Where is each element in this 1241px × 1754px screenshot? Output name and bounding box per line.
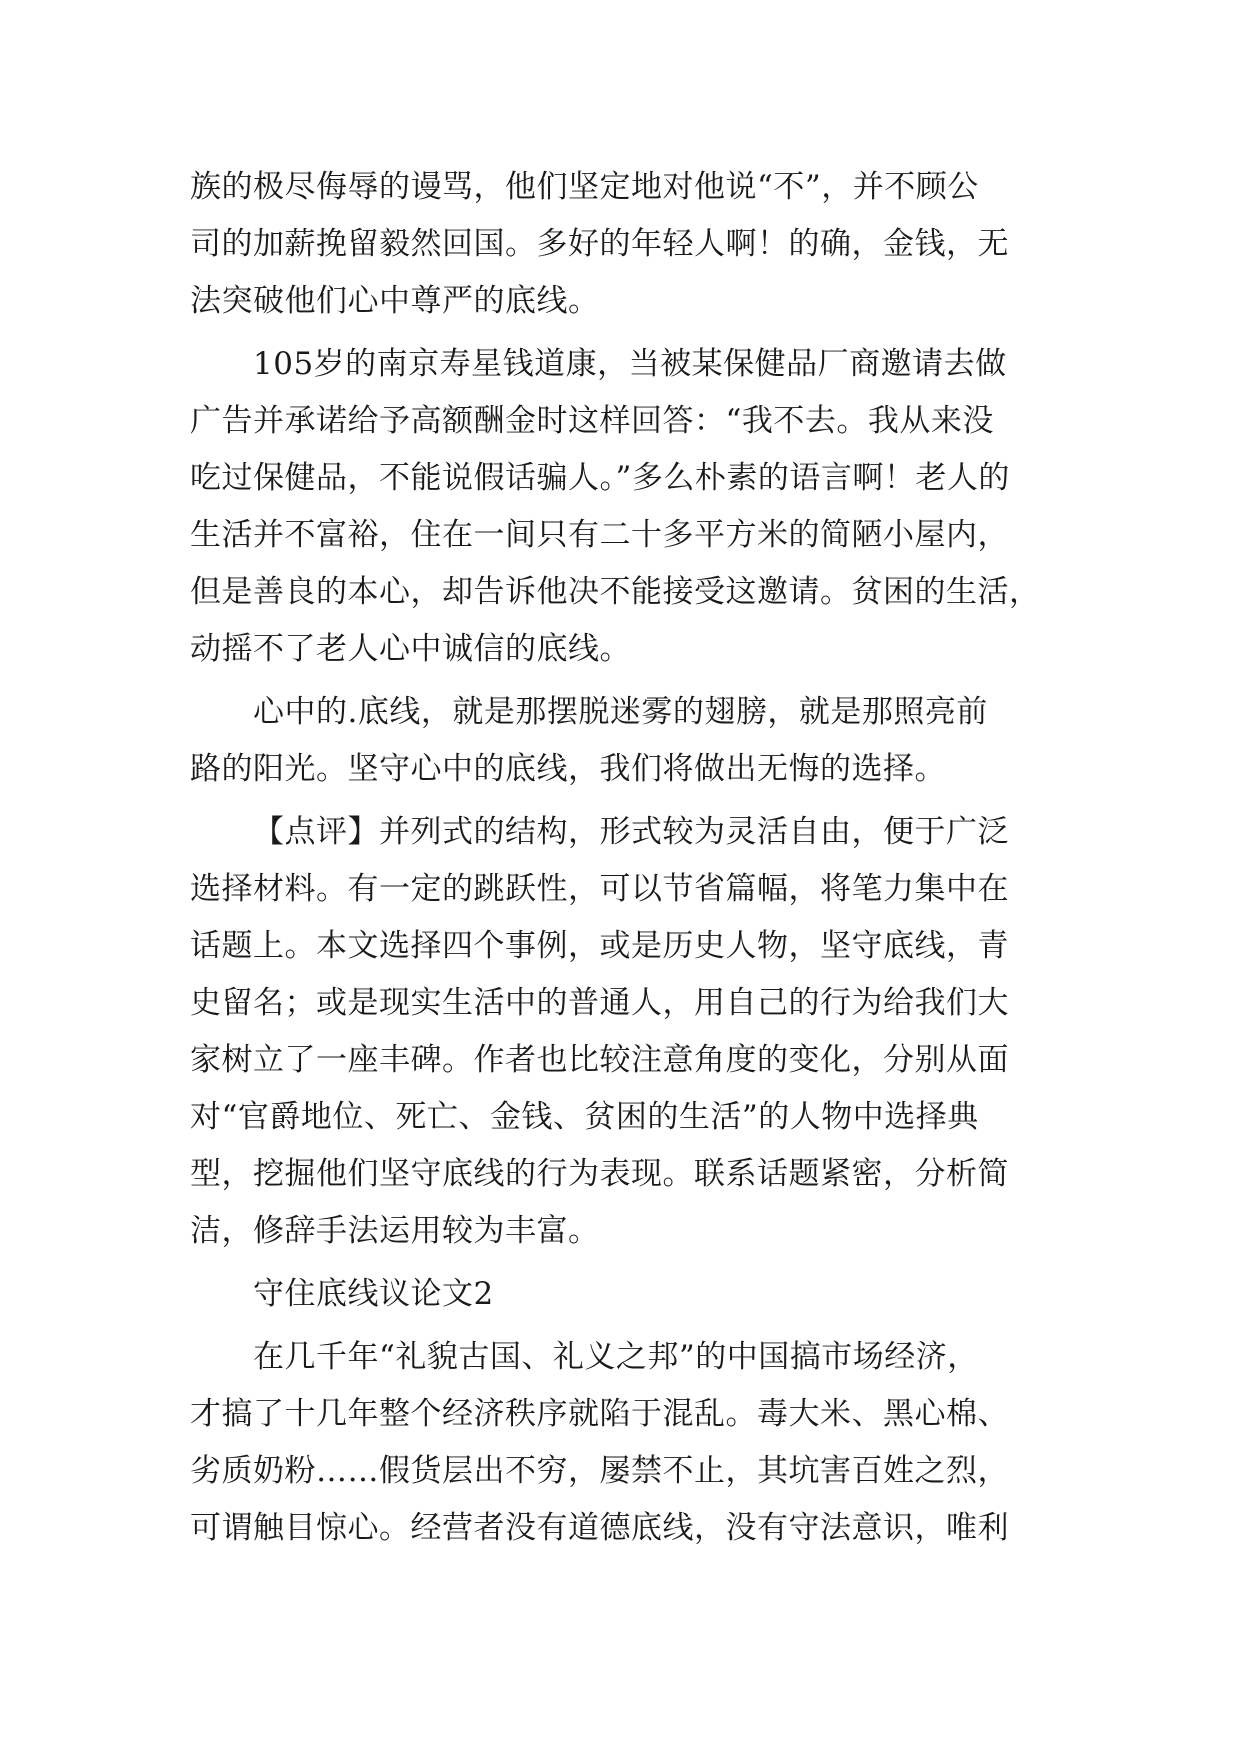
text-line: 选择材料。有一定的跳跃性，可以节省篇幅，将笔力集中在 bbox=[190, 871, 1009, 907]
text-line: 型，挖掘他们坚守底线的行为表现。联系话题紧密，分析简 bbox=[190, 1156, 1009, 1192]
text-line: 105岁的南京寿星钱道康，当被某保健品厂商邀请去做 bbox=[253, 346, 1007, 382]
text-line: 洁，修辞手法运用较为丰富。 bbox=[190, 1213, 600, 1249]
text-line: 司的加薪挽留毅然回国。多好的年轻人啊！的确，金钱，无 bbox=[190, 226, 1009, 262]
section-title: 守住底线议论文2 bbox=[253, 1276, 494, 1312]
text-line: 对“官爵地位、死亡、金钱、贫困的生活”的人物中选择典 bbox=[190, 1099, 979, 1135]
text-line: 可谓触目惊心。经营者没有道德底线，没有守法意识，唯利 bbox=[190, 1510, 1009, 1546]
text-line: 才搞了十几年整个经济秩序就陷于混乱。毒大米、黑心棉、 bbox=[190, 1396, 1009, 1432]
text-line: 族的极尽侮辱的谩骂，他们坚定地对他说“不”，并不顾公 bbox=[190, 169, 979, 205]
text-line: 路的阳光。坚守心中的底线，我们将做出无悔的选择。 bbox=[190, 751, 946, 787]
text-line: 广告并承诺给予高额酬金时这样回答：“我不去。我从来没 bbox=[190, 403, 994, 439]
text-line: 【点评】并列式的结构，形式较为灵活自由，便于广泛 bbox=[253, 814, 1009, 850]
text-line: 吃过保健品，不能说假话骗人。”多么朴素的语言啊！老人的 bbox=[190, 460, 1010, 496]
text-line: 生活并不富裕，住在一间只有二十多平方米的简陋小屋内， bbox=[190, 517, 1009, 553]
text-line: 劣质奶粉……假货层出不穷，屡禁不止，其坑害百姓之烈， bbox=[190, 1453, 1009, 1489]
text-line: 动摇不了老人心中诚信的底线。 bbox=[190, 631, 631, 667]
text-line: 史留名；或是现实生活中的普通人，用自己的行为给我们大 bbox=[190, 985, 1009, 1021]
text-line: 在几千年“礼貌古国、礼义之邦”的中国搞市场经济， bbox=[253, 1339, 979, 1375]
text-line: 家树立了一座丰碑。作者也比较注意角度的变化，分别从面 bbox=[190, 1042, 1009, 1078]
text-line: 但是善良的本心，却告诉他决不能接受这邀请。贫困的生活， bbox=[190, 574, 1041, 610]
text-line: 法突破他们心中尊严的底线。 bbox=[190, 283, 600, 319]
text-line: 话题上。本文选择四个事例，或是历史人物，坚守底线，青 bbox=[190, 928, 1009, 964]
text-line: 心中的.底线，就是那摆脱迷雾的翅膀，就是那照亮前 bbox=[253, 694, 988, 730]
